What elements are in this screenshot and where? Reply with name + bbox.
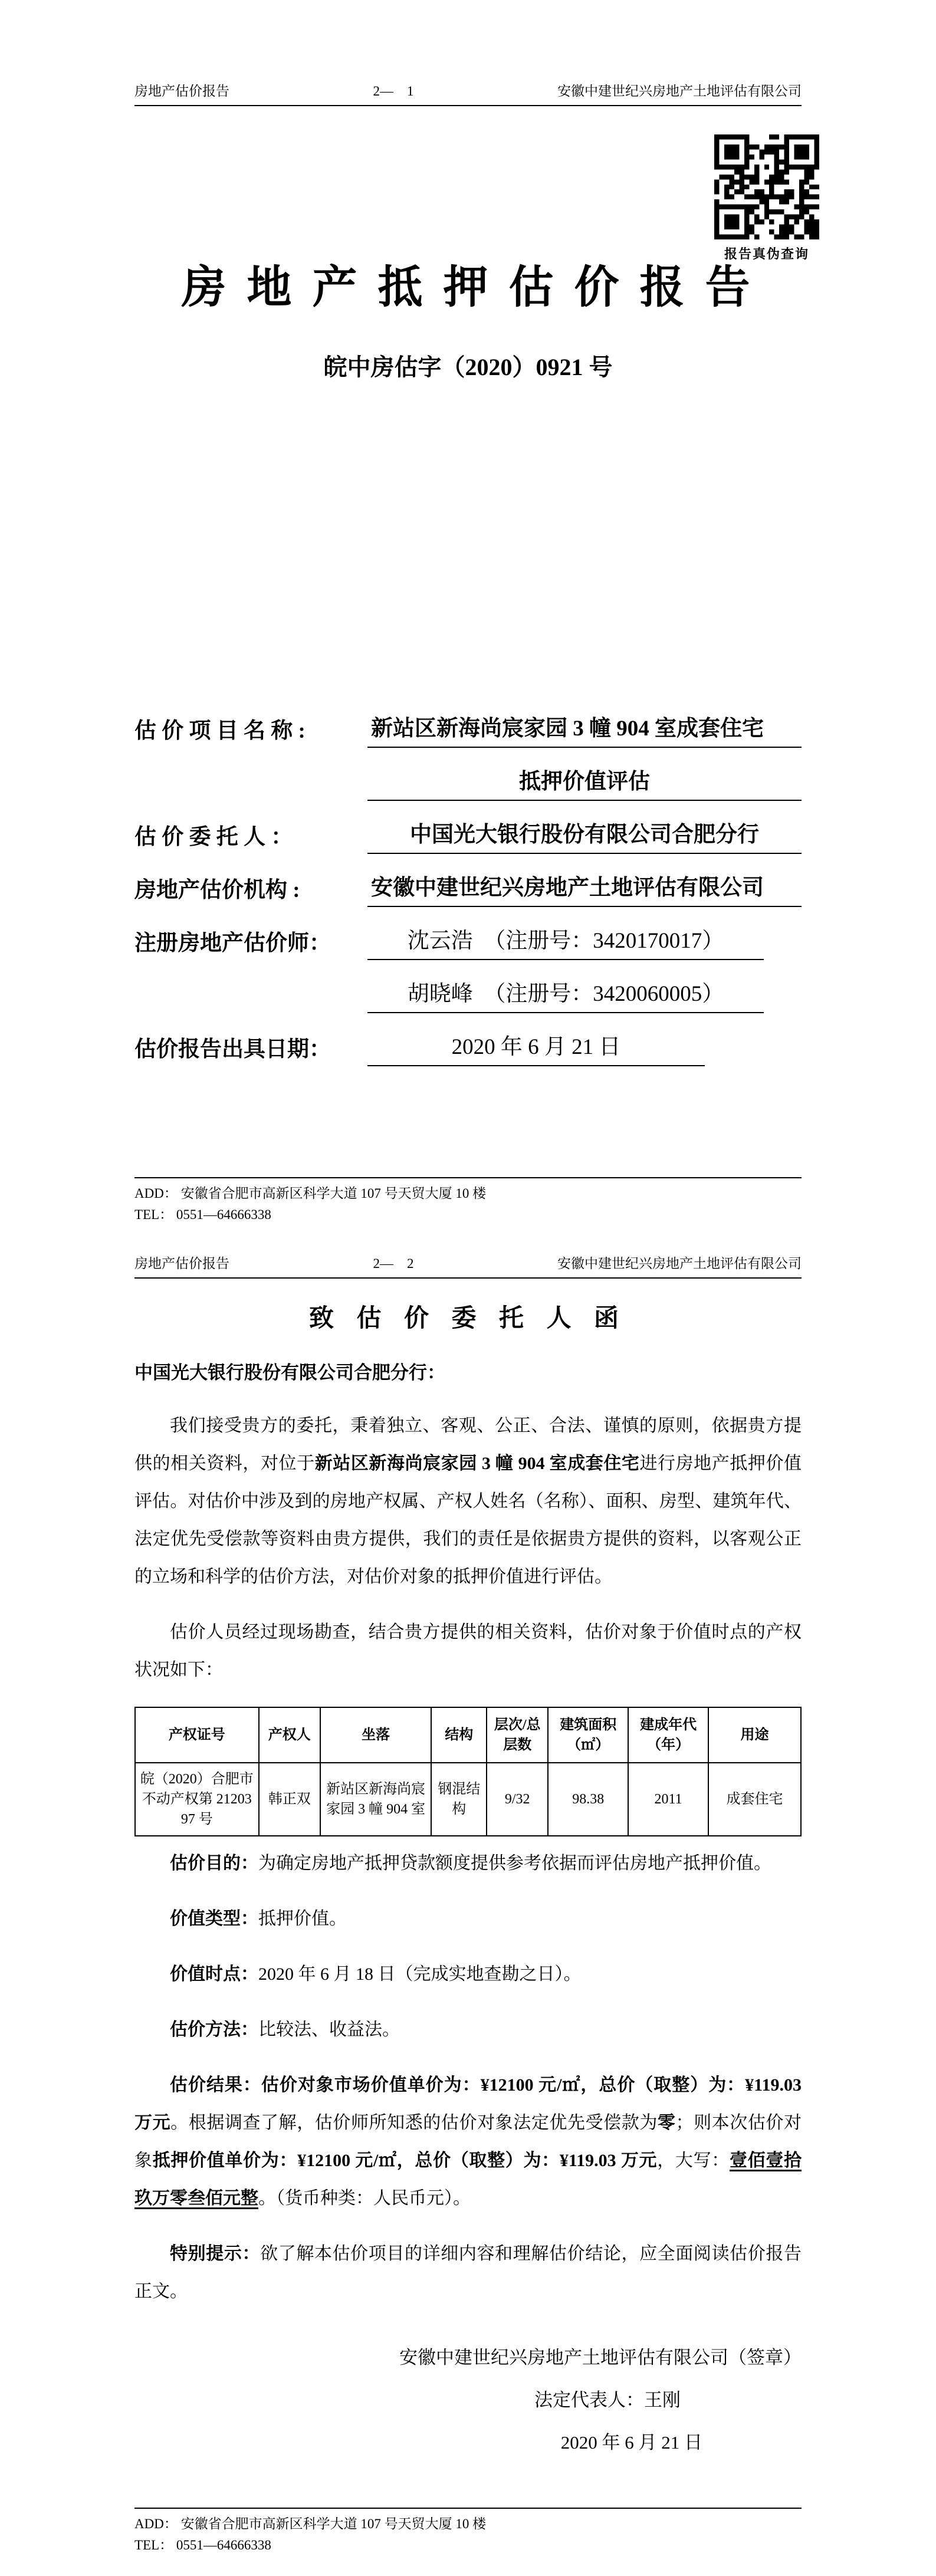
col-location: 坐落: [320, 1707, 432, 1763]
footer-telephone: TEL： 0551—64666338: [134, 2538, 271, 2552]
result-text-2: ；则本次估价对象: [134, 2113, 802, 2170]
page1-running-header: [134, 0, 802, 100]
value-date-line: [134, 1956, 802, 1993]
inspection-paragraph: 估价人员经过现场勘查，结合贵方提供的相关资料，估价对象于价值时点的产权状况如下：: [134, 1622, 802, 1680]
footer-rule: [134, 1177, 802, 1178]
header-rule: [134, 1277, 802, 1279]
cell-location: 新站区新海尚宸家园 3 幢 904 室: [320, 1763, 432, 1836]
qr-caption: 报告真伪查询: [724, 247, 809, 261]
issue-date-value: 2020 年 6 月 21 日: [367, 1031, 705, 1066]
letter-title: 致 估 价 委 托 人 函: [308, 1305, 627, 1332]
cell-owner: 韩正双: [259, 1763, 320, 1836]
value-date-label: 价值时点：: [170, 1964, 258, 1984]
cell-floor-area: 98.38: [548, 1763, 628, 1836]
appraiser-line-1: [134, 925, 802, 960]
appraiser-line-2: [134, 978, 802, 1013]
cell-certificate-number: 皖（2020）合肥市不动产权第 2120397 号: [135, 1763, 259, 1836]
header-doc-type: 房地产估价报告: [134, 1256, 229, 1271]
valuation-purpose-label: 估价目的：: [170, 1854, 258, 1873]
valuation-purpose-line: [134, 1845, 802, 1882]
value-type-text: 抵押价值。: [258, 1909, 347, 1928]
col-build-year: 建成年代（年）: [628, 1707, 708, 1763]
report-title: 房 地 产 抵 押 估 价 报 告: [181, 263, 755, 313]
result-text-3: ，大写：: [657, 2151, 730, 2170]
cell-build-year: 2011: [628, 1763, 708, 1836]
project-name-value-2: 抵押价值评估: [367, 765, 802, 801]
footer-telephone: TEL： 0551—64666338: [134, 1207, 271, 1222]
result-amount-in-words: 壹佰壹拾玖万零叁佰元整: [134, 2151, 802, 2208]
appraiser-label: 注册房地产估价师：: [134, 931, 331, 955]
client-label: 估 价 委 托 人 ：: [134, 825, 293, 849]
valuation-result-paragraph: [134, 2066, 802, 2217]
issue-date-label: 估价报告出具日期：: [134, 1037, 331, 1062]
value-date-text: 2020 年 6 月 18 日（完成实地查勘之日）。: [258, 1964, 582, 1984]
valuation-method-text: 比较法、收益法。: [258, 2020, 400, 2039]
qr-code: [714, 134, 819, 239]
footer-address: ADD： 安徽省合肥市高新区科学大道 107 号天贸大厦 10 楼: [134, 1186, 487, 1201]
page-1-cover: [0, 0, 936, 1242]
appraiser-1-value: 沈云浩 （注册号：3420170017）: [367, 925, 764, 960]
header-rule: [134, 105, 802, 106]
valuation-method-line: [134, 2011, 802, 2049]
commission-text-post: 进行房地产抵押价值评估。对估价中涉及到的房地产权属、产权人姓名（名称）、面积、房型、建筑年代、法定优先受偿款等资料由贵方提供，我们的责任是依据贵方提供的资料，以客观公正的立场和科学的估价方法，对估价对象的抵押价值进行评估。: [134, 1454, 802, 1586]
result-market-value: 估价对象市场价值单价为：¥12100 元/㎡，总价（取整）为：¥119.03 万元: [134, 2075, 802, 2133]
page2-footer: [134, 2508, 802, 2556]
footer-address: ADD： 安徽省合肥市高新区科学大道 107 号天贸大厦 10 楼: [134, 2516, 487, 2531]
header-page-number: 2— 2: [373, 1256, 414, 1271]
col-floor-area: 建筑面积（㎡）: [548, 1707, 628, 1763]
header-doc-type: 房地产估价报告: [134, 84, 229, 98]
result-label: 估价结果：: [170, 2075, 261, 2095]
col-structure: 结构: [431, 1707, 487, 1763]
result-zero: 零: [657, 2113, 676, 2133]
table-header-row: [135, 1707, 801, 1763]
project-name-label: 估 价 项 目 名 称 :: [134, 719, 306, 743]
commission-paragraph: [134, 1407, 802, 1596]
valuation-method-label: 估价方法：: [170, 2020, 258, 2039]
col-certificate-number: 产权证号: [135, 1707, 259, 1763]
property-rights-table: [134, 1707, 802, 1836]
footer-rule: [134, 2508, 802, 2509]
result-mortgage-value: 抵押价值单价为：¥12100 元/㎡，总价（取整）为：¥119.03 万元: [152, 2151, 658, 2170]
cell-structure: 钢混结构: [431, 1763, 487, 1836]
project-name-line-2: [134, 765, 802, 801]
project-name-value: 新站区新海尚宸家园 3 幢 904 室成套住宅: [367, 712, 802, 748]
cell-floor: 9/32: [487, 1763, 548, 1836]
header-page-number: 2— 1: [373, 84, 414, 98]
header-company: 安徽中建世纪兴房地产土地评估有限公司: [557, 1256, 802, 1271]
col-owner: 产权人: [259, 1707, 320, 1763]
issue-date-line: [134, 1031, 802, 1066]
result-text-4: 。（货币种类：人民币元）。: [258, 2189, 471, 2208]
page-2-letter: [0, 1242, 936, 2576]
value-type-label: 价值类型：: [170, 1909, 258, 1928]
subject-property-name: 新站区新海尚宸家园 3 幢 904 室成套住宅: [314, 1454, 640, 1473]
agency-line: [134, 872, 802, 907]
client-line: [134, 819, 802, 854]
value-type-line: [134, 1900, 802, 1938]
signature-legal-representative: 法定代表人：王刚: [534, 2390, 681, 2410]
page1-footer: [134, 1177, 802, 1225]
appraiser-2-value: 胡晓峰 （注册号：3420060005）: [367, 978, 764, 1013]
special-note-label: 特别提示：: [170, 2244, 261, 2263]
header-company: 安徽中建世纪兴房地产土地评估有限公司: [557, 84, 802, 98]
report-number: 皖中房估字（2020）0921 号: [323, 354, 613, 380]
col-use: 用途: [708, 1707, 801, 1763]
commission-text-pre: 我们接受贵方的委托，秉着独立、客观、公正、合法、谨慎的原则，依据贵方提供的相关资料，对位于: [134, 1416, 802, 1473]
project-name-line: [134, 712, 802, 748]
cell-use: 成套住宅: [708, 1763, 801, 1836]
qr-block: [714, 134, 819, 262]
agency-label: 房地产估价机构 :: [134, 878, 300, 902]
special-note-text: 欲了解本估价项目的详细内容和理解估价结论，应全面阅读估价报告正文。: [134, 2244, 802, 2301]
letter-addressee: 中国光大银行股份有限公司合肥分行：: [134, 1362, 445, 1383]
client-value: 中国光大银行股份有限公司合肥分行: [367, 819, 802, 854]
signature-block: [134, 2337, 802, 2464]
valuation-purpose-text: 为确定房地产抵押贷款额度提供参考依据而评估房地产抵押价值。: [258, 1854, 771, 1873]
page2-running-header: [134, 1242, 802, 1273]
cover-form: [134, 712, 802, 1066]
signature-company: 安徽中建世纪兴房地产土地评估有限公司（签章）: [399, 2347, 802, 2368]
result-text-1: 。根据调查了解，估价师所知悉的估价对象法定优先受偿款为: [170, 2113, 658, 2133]
special-note-paragraph: [134, 2235, 802, 2311]
col-floor: 层次/总层数: [487, 1707, 548, 1763]
signature-date: 2020 年 6 月 21 日: [560, 2432, 702, 2453]
table-row: [135, 1763, 801, 1836]
agency-value: 安徽中建世纪兴房地产土地评估有限公司: [367, 872, 802, 907]
